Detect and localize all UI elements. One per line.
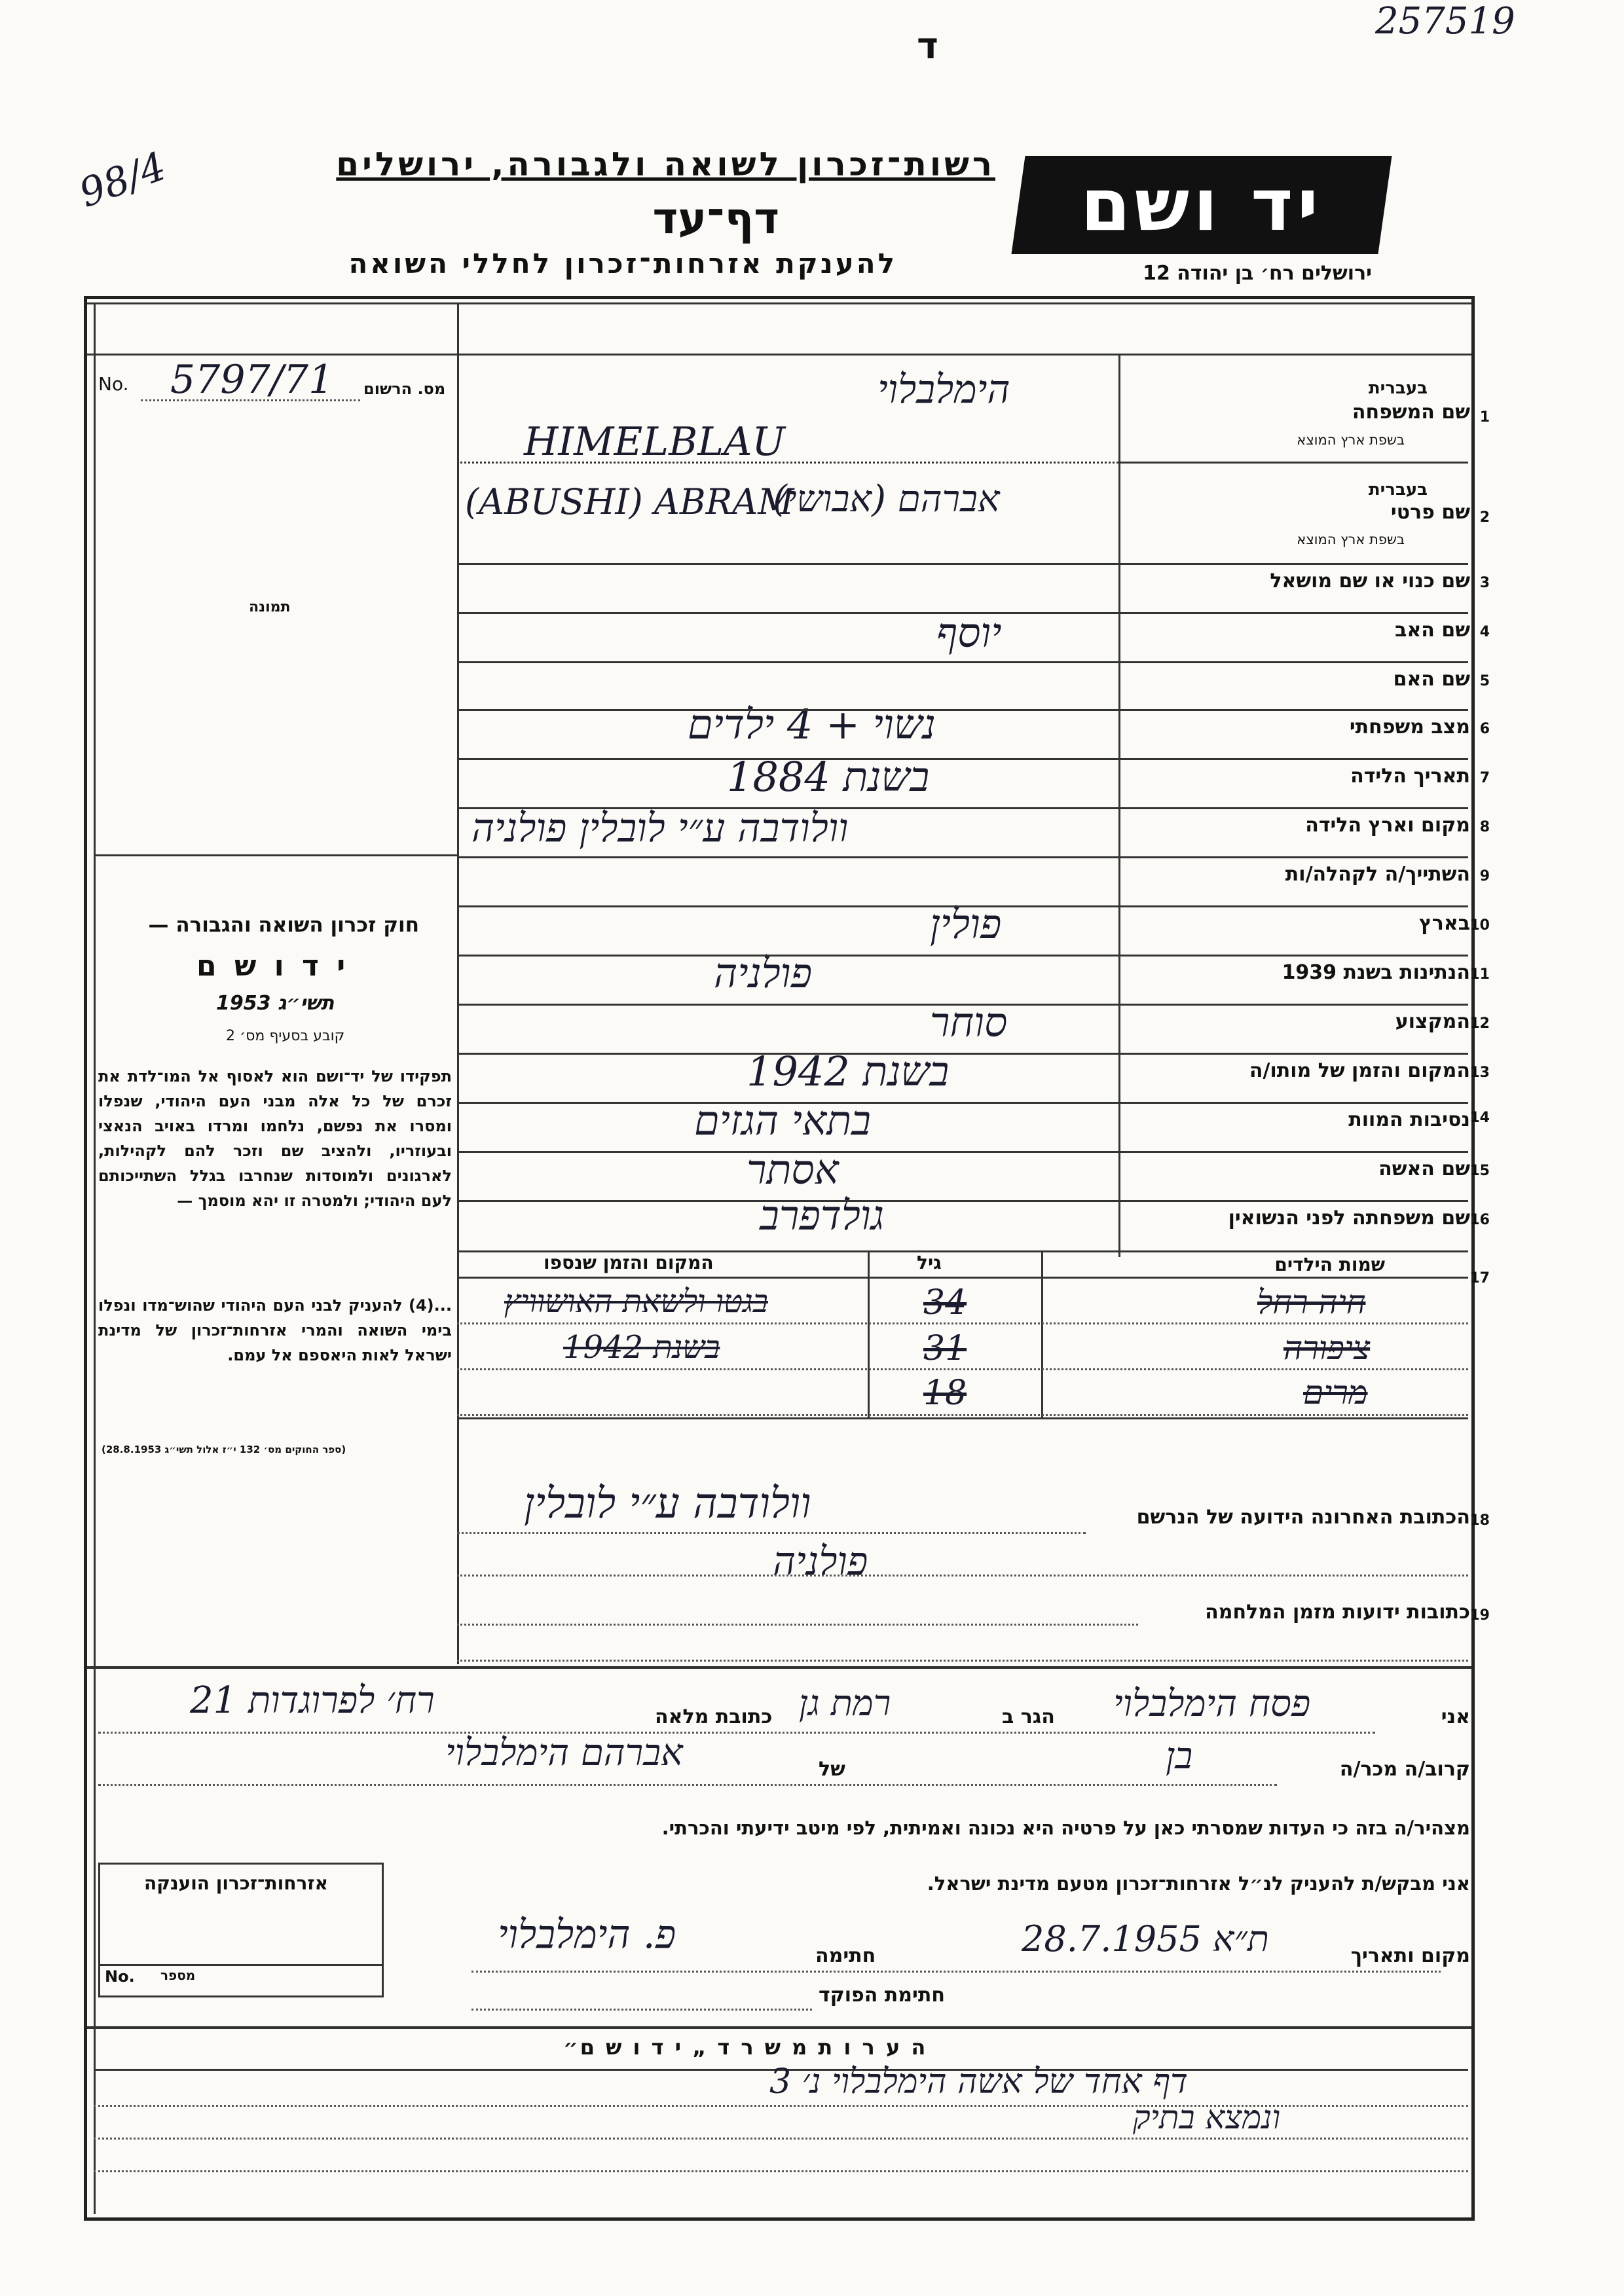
field-13-number: 13 (1469, 1065, 1490, 1081)
field-4-number: 4 (1479, 624, 1490, 640)
field-10-label: בארץ (1418, 912, 1470, 935)
law-name: י ד ו ש ם (196, 949, 350, 983)
row-line-11 (457, 1004, 1468, 1006)
child-1-place: בגטו ולשאת האושוויץ (504, 1283, 768, 1320)
field-2-value-origin: (ABUSHI) ABRAM (465, 481, 794, 522)
decl-of-label: של (819, 1758, 845, 1781)
field-19-number: 19 (1469, 1607, 1490, 1624)
field-12-label: המקצוע (1395, 1010, 1470, 1033)
field-7-value: בשנת 1884 (727, 753, 930, 801)
law-clause: קובע בסעיף מס׳ 2 (226, 1028, 345, 1044)
children-divider-2 (1041, 1250, 1043, 1417)
field-4-value: יוסף (936, 609, 1002, 657)
margin-note: 98/4 (73, 143, 172, 217)
registration-no-label: No. (98, 373, 129, 395)
column-divider-left (457, 302, 459, 1664)
child-2-name: ציפורה (1283, 1329, 1371, 1367)
decl-of-value: אברהם הימלבלוי (445, 1732, 683, 1774)
field-11-value: פולניה (714, 949, 813, 997)
children-header-line (457, 1277, 1468, 1279)
field-8-number: 8 (1479, 819, 1490, 835)
field-11-number: 11 (1469, 966, 1490, 983)
child-3-name: מרים (1303, 1374, 1368, 1412)
row-line-8 (457, 856, 1468, 858)
decl-place-date-label: מקום ותאריך (1350, 1944, 1470, 1967)
children-row-line-3 (457, 1414, 1468, 1416)
decl-statement-2: אני מבקש/ת להעניק לנ״ל אזרחות־זכרון מטעם מדינת ישראל. (927, 1872, 1470, 1895)
section-divider-declaration (87, 1666, 1471, 1669)
notes-entry-1: דף אחד של אשה הימלבלוי נ׳ 3 (769, 2062, 1188, 2102)
frame-header-line (87, 354, 1471, 355)
row-line-12 (457, 1053, 1468, 1055)
field-2-origin-sub: בשפת ארץ המוצא (1297, 532, 1405, 547)
frame-inner-left (94, 302, 96, 2214)
field-9-number: 9 (1479, 868, 1490, 884)
row-line-3 (457, 612, 1468, 614)
children-col-names: שמות הילדים (1274, 1254, 1385, 1275)
decl-address-value: רח׳ לפרוגדות 21 (190, 1679, 435, 1722)
field-16-number: 16 (1469, 1212, 1490, 1228)
field-1-origin-sub: בשפת ארץ המוצא (1297, 432, 1405, 448)
row-line-2 (457, 563, 1468, 565)
column-divider-right (1118, 354, 1120, 1257)
header-address: ירושלים רח׳ בן יהודה 12 (1143, 262, 1372, 285)
field-18-line-2 (457, 1575, 1468, 1576)
field-18-line-1 (457, 1532, 1086, 1534)
field-7-label: תאריך הלידה (1350, 765, 1470, 788)
notes-title: ה ע ר ו ת מ ש ר ד „ י ד ו ש ם״ (563, 2035, 928, 2060)
field-15-label: שם האשה (1378, 1157, 1470, 1180)
logo-text: יד ושם (1080, 163, 1323, 247)
field-13-value: בשנת 1942 (747, 1048, 950, 1095)
field-19-line-2 (457, 1660, 1468, 1662)
decl-clerk-label: חתימת הפוקד (819, 1984, 945, 2007)
field-1-number: 1 (1479, 409, 1490, 426)
law-paragraph-2: ...(4) להעניק לבני העם היהודי שהוש־מדו ונפלו בימי השואה והמרי אזרחות־זכרון של מדינת ישראל לאות היאספם אל עמם. (98, 1296, 452, 1364)
field-2-number: 2 (1479, 509, 1490, 526)
decl-address-label: כתובת מלאה (655, 1705, 773, 1728)
field-10-number: 10 (1469, 917, 1490, 934)
frame-inner-top (87, 302, 1471, 304)
children-divider-1 (868, 1250, 870, 1417)
registration-label: מס. הרשום (363, 380, 446, 398)
child-1-age: 34 (923, 1283, 967, 1322)
decl-lives-value: רמת גן (799, 1683, 891, 1724)
registration-line (141, 399, 360, 401)
law-title: חוק זכרון השואה והגבורה — (148, 913, 419, 937)
decl-i-value: פסח הימלבלוי (1113, 1683, 1311, 1725)
row-line-14 (457, 1151, 1468, 1153)
decl-line-4 (471, 2009, 812, 2011)
field-1-value-hebrew: הימלבלוי (877, 367, 1010, 412)
field-3-label: שם כנוי או שם מושאל (1270, 570, 1470, 592)
field-11-label: הנתינות בשנת 1939 (1282, 961, 1470, 984)
field-18-number: 18 (1469, 1512, 1490, 1529)
field-1-label: שם המשפחה (1352, 401, 1470, 424)
decl-signature-value: פ. הימלבלוי (498, 1912, 676, 1958)
field-15-number: 15 (1469, 1163, 1490, 1179)
children-bottom-line (457, 1417, 1468, 1419)
field-8-value: וולודבה ע״י לובלין פולניה (471, 805, 849, 851)
field-2-hebrew-sub: בעברית (1368, 480, 1428, 500)
field-7-number: 7 (1479, 770, 1490, 786)
photo-box-bottom (94, 854, 457, 856)
law-paragraph-1: תפקידו של יד־ושם הוא לאסוף אל המו־לדת את זכרם של כל אלה מבני העם היהודי, שנפלו ומסרו את נפשם, נלחמו ומרדו באויב הנאצי ובעוזריו, ולהציב שם וזכר להם לקהילות, לארגונים ולמוסדות שנחרבו בגלל השתייכותם לעם היהודי; ולמטרה זו יהא מוסמך — (98, 1067, 452, 1210)
field-17-number: 17 (1469, 1270, 1490, 1286)
field-14-value: בתאי הגזים (694, 1097, 871, 1144)
child-2-place: בשנת 1942 (563, 1329, 720, 1366)
child-3-age: 18 (923, 1374, 967, 1413)
field-5-number: 5 (1479, 673, 1490, 689)
decl-signature-label: חתימה (815, 1944, 876, 1967)
field-6-value: נשוי + 4 ילדים (688, 701, 936, 748)
field-19-label: כתובות ידועות מזמן המלחמה (1205, 1601, 1470, 1624)
field-18-value-1: וולודבה ע״י לובלין (524, 1480, 811, 1528)
decl-statement-1: מצהיר/ה בזה כי העדות שמסרתי כאן על פרטיה היא נכונה ואמיתית, לפי מיטב ידיעתי והכרתי. (661, 1817, 1470, 1839)
field-18-label: הכתובת האחרונה הידועה של הנרשם (1136, 1506, 1470, 1529)
field-3-number: 3 (1479, 575, 1490, 591)
field-19-line-1 (457, 1624, 1138, 1626)
photo-label: תמונה (249, 599, 291, 615)
registration-number: 5797/71 (170, 357, 334, 403)
decl-relative-label: קרוב/ה מכר/ה (1339, 1758, 1470, 1781)
citizenship-box-title: אזרחות־זכרון הוענקה (144, 1872, 328, 1894)
notes-entry-2: ונמצא בתיק (1133, 2098, 1281, 2136)
field-18-value-2: פולניה (773, 1539, 868, 1584)
field-14-label: נסיבות המוות (1348, 1108, 1470, 1131)
row-line-4 (457, 661, 1468, 663)
citizenship-box-number-label: מספר (160, 1967, 196, 1983)
decl-lives-label: הגר ב (1002, 1705, 1055, 1728)
field-12-number: 12 (1469, 1015, 1490, 1032)
corner-number: 257519 (1375, 0, 1515, 43)
field-16-label: שם משפחתה לפני הנשואין (1228, 1207, 1470, 1230)
field-9-label: השתייך/ה לקהלה/ות (1285, 863, 1470, 886)
children-row-line-2 (457, 1368, 1468, 1370)
citizenship-box-divider (98, 1964, 382, 1966)
decl-place-date-value: ת״א 28.7.1955 (1022, 1918, 1269, 1959)
page-title: דף־עד (652, 193, 779, 244)
field-1-hebrew-sub: בעברית (1368, 378, 1428, 398)
law-year: תשי״ג 1953 (216, 992, 335, 1015)
row-line-6 (457, 758, 1468, 760)
notes-line-2 (94, 2138, 1468, 2140)
decl-line-2 (98, 1784, 1277, 1786)
field-15-value: אסתר (747, 1146, 839, 1194)
child-2-age: 31 (923, 1329, 967, 1368)
field-13-label: המקום והזמן של מותו/ה (1249, 1059, 1470, 1082)
children-row-line-1 (457, 1322, 1468, 1324)
notes-line-3 (94, 2170, 1468, 2172)
children-col-age: גיל (917, 1252, 942, 1273)
section-divider-notes (87, 2026, 1471, 2029)
field-2-value-hebrew: אברהם (אבושי) (773, 478, 1000, 520)
citizenship-box-no: No. (105, 1967, 135, 1986)
row-line-5 (457, 709, 1468, 711)
law-citation: (ספר החוקים מס׳ 132 י״ז אלול תשי״ג 28.8.1953) (101, 1444, 346, 1455)
decl-relative-value: בן (1166, 1735, 1193, 1777)
field-14-number: 14 (1469, 1110, 1490, 1126)
decl-line-3 (471, 1971, 1441, 1973)
field-10-value: פולין (930, 900, 1002, 948)
row-line-10 (457, 955, 1468, 957)
field-6-number: 6 (1479, 721, 1490, 737)
decl-line-1 (98, 1732, 1375, 1734)
decl-i-label: אני (1441, 1705, 1470, 1728)
row-line-13 (457, 1102, 1468, 1104)
field-2-label: שם פרטי (1390, 501, 1470, 524)
authority-name: רשות־זכרון לשואה ולגבורה, ירושלים (336, 145, 995, 183)
field-5-label: שם האם (1393, 668, 1470, 691)
row-line-7 (457, 807, 1468, 809)
row-dots-1a (457, 462, 1118, 464)
child-1-name: חיה רחל (1257, 1283, 1366, 1321)
field-8-label: מקום וארץ הלידה (1305, 814, 1470, 837)
field-6-label: מצב משפחתי (1349, 716, 1470, 738)
page-subtitle: להענקת אזרחות־זכרון לחללי השואה (348, 247, 897, 280)
row-line-1a (1118, 462, 1468, 464)
row-line-15 (457, 1200, 1468, 1202)
field-12-value: סוחר (930, 998, 1008, 1046)
field-16-value: גולדפרב (760, 1192, 885, 1239)
top-mark: ד (917, 25, 938, 67)
field-1-value-origin: HIMELBLAU (524, 419, 785, 465)
children-col-place: המקום והזמן שנספו (544, 1252, 714, 1273)
yad-vashem-logo (1011, 156, 1392, 254)
field-4-label: שם האב (1395, 619, 1470, 642)
row-line-9 (457, 905, 1468, 907)
